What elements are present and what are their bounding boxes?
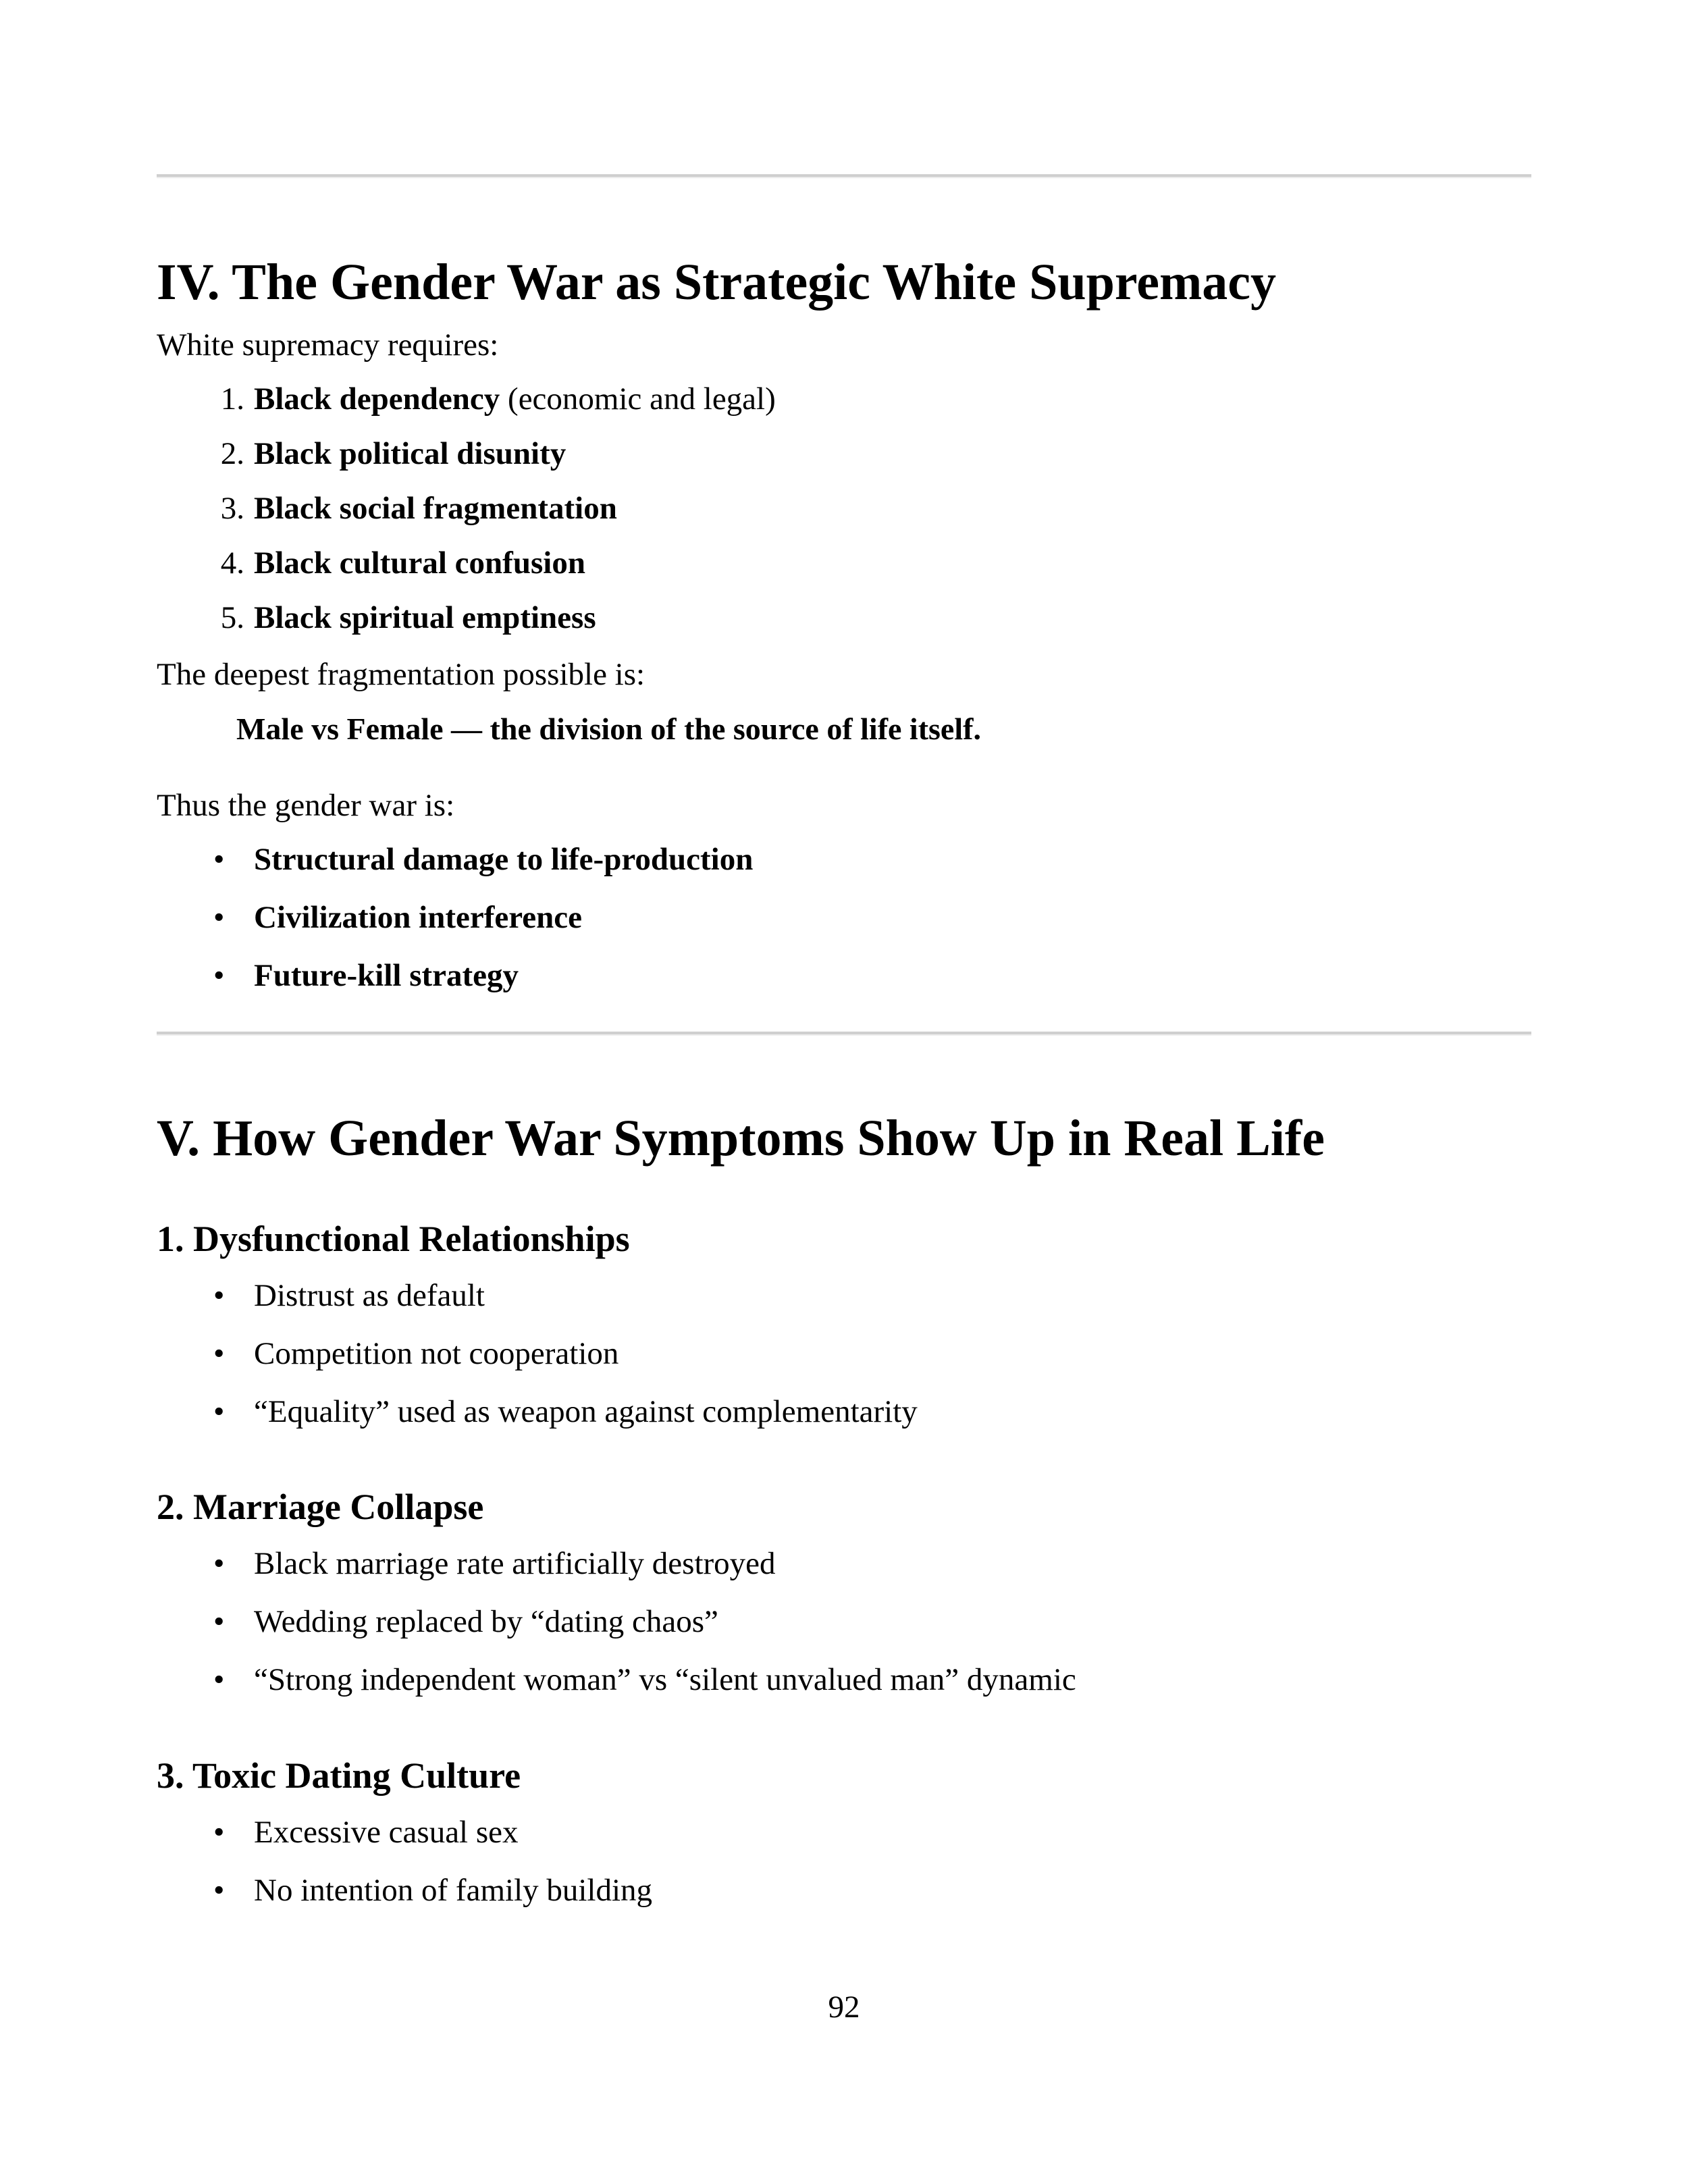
top-divider <box>157 174 1531 178</box>
bullet-text: Civilization interference <box>254 900 582 935</box>
list-text: Black cultural confusion <box>254 545 585 581</box>
bullet-text: Competition not cooperation <box>254 1336 619 1371</box>
bullet-text: “Strong independent woman” vs “silent unvalued man” dynamic <box>254 1662 1076 1697</box>
bullet-text: No intention of family building <box>254 1873 653 1908</box>
thus-text: Thus the gender war is: <box>157 788 455 823</box>
bullet-text: Future-kill strategy <box>254 958 519 993</box>
bullet-icon: • <box>213 958 225 993</box>
bullet-text: “Equality” used as weapon against complementarity <box>254 1394 918 1429</box>
deepest-fragmentation-text: The deepest fragmentation possible is: <box>157 657 645 692</box>
bullet-text: Wedding replaced by “dating chaos” <box>254 1604 718 1639</box>
bullet-icon: • <box>213 1394 225 1429</box>
list-text: Black spiritual emptiness <box>254 600 596 635</box>
bullet-icon: • <box>213 900 225 935</box>
subsection-title: 2. Marriage Collapse <box>157 1487 484 1527</box>
list-number: 1. <box>220 381 244 417</box>
bullet-icon: • <box>213 842 225 877</box>
section-4-intro: White supremacy requires: <box>157 327 499 363</box>
subsection-title: 1. Dysfunctional Relationships <box>157 1219 630 1259</box>
bullet-icon: • <box>213 1278 225 1313</box>
list-number: 4. <box>220 545 244 581</box>
bullet-text: Black marriage rate artificially destroyed <box>254 1546 776 1581</box>
list-number: 2. <box>220 436 244 471</box>
bullet-icon: • <box>213 1815 225 1850</box>
list-number: 5. <box>220 600 244 635</box>
block-quote: Male vs Female — the division of the source of life itself. <box>236 712 981 746</box>
list-text: Black political disunity <box>254 436 566 471</box>
bullet-text: Excessive casual sex <box>254 1815 519 1850</box>
list-number: 3. <box>220 491 244 526</box>
bullet-icon: • <box>213 1336 225 1371</box>
bullet-text: Structural damage to life-production <box>254 842 754 877</box>
subsection-title: 3. Toxic Dating Culture <box>157 1755 521 1796</box>
bullet-text: Distrust as default <box>254 1278 485 1313</box>
section-5-title: V. How Gender War Symptoms Show Up in Real Life <box>157 1110 1325 1167</box>
section-divider <box>157 1032 1531 1036</box>
bullet-icon: • <box>213 1604 225 1639</box>
section-4-title: IV. The Gender War as Strategic White Supremacy <box>157 254 1277 311</box>
bullet-icon: • <box>213 1662 225 1697</box>
page-number: 92 <box>828 1990 860 2025</box>
bullet-icon: • <box>213 1546 225 1581</box>
bullet-icon: • <box>213 1873 225 1908</box>
list-text: Black dependency (economic and legal) <box>254 381 776 417</box>
list-text: Black social fragmentation <box>254 491 617 526</box>
